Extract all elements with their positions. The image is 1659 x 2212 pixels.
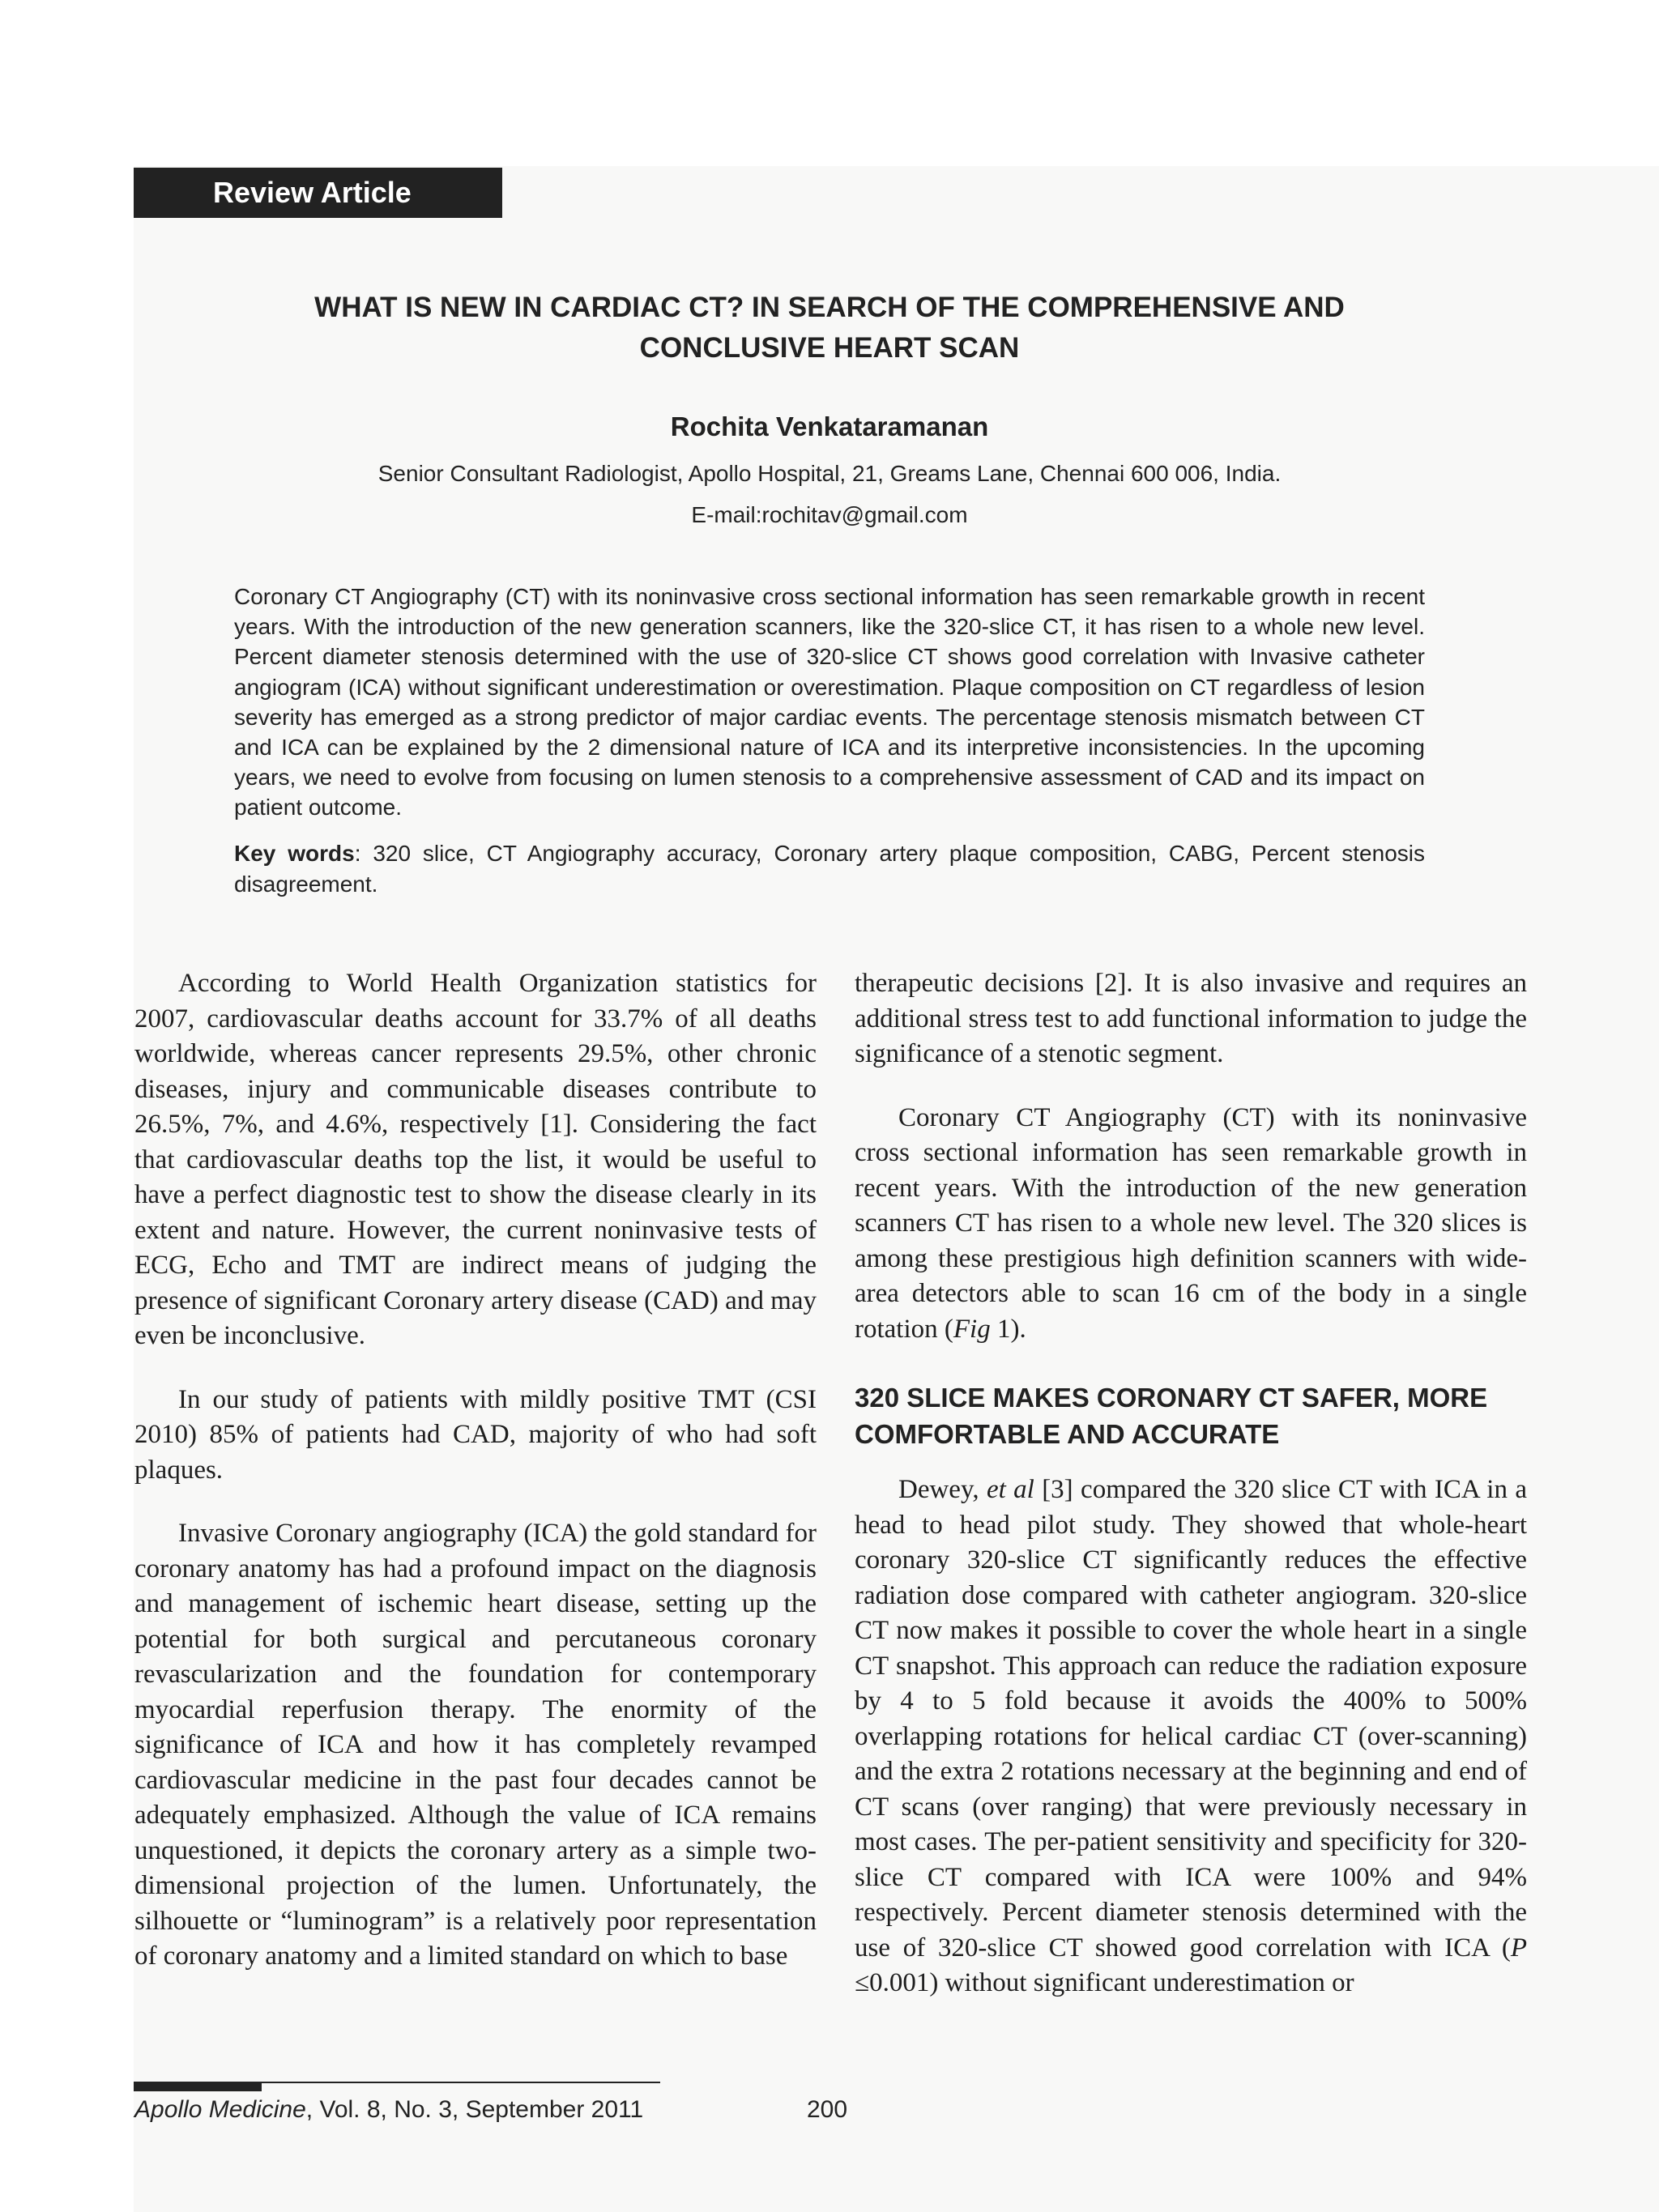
article-title [194,288,1465,369]
body-paragraph [855,1101,1527,1348]
paragraph-text: ≤0.001) without significant underestimation or [855,1968,1354,1997]
paragraph-text: Coronary CT Angiography (CT) with its noninvasive cross sectional information has seen remarkable growth in recent years. With the introduction of the new generation scanners CT has risen to a whole new level. The 320 slices is among these prestigious high definition scanners with wide-area detectors able to scan 16 cm of the body in a single rotation ( [855,1102,1527,1344]
body-paragraph [855,1473,1527,2001]
paragraph-text: Dewey, [898,1475,987,1504]
author-email: E-mail:rochitav@gmail.com [691,502,968,527]
section-heading: 320 SLICE MAKES CORONARY CT SAFER, MORE COMFORTABLE AND ACCURATE [855,1383,1488,1449]
figure-reference: Fig [953,1314,991,1344]
body-paragraph: According to World Health Organization statistics for 2007, cardiovascular deaths account for 33.7% of all deaths worldwide, whereas cancer represents 29.5%, other chronic diseases, injury and communicable diseases contribute to 26.5%, 7%, and 4.6%, respectively [1]. Considering the fact that cardiovascular deaths top the list, it would be useful to have a perfect diagnostic test to show the disease clearly in its extent and nature. However, the current noninvasive tests of ECG, Echo and TMT are indirect means of judging the presence of significant Coronary artery disease (CAD) and may even be inconclusive. [134,969,817,1350]
citation-etal: et al [986,1475,1034,1504]
journal-volume: , Vol. 8, No. 3, September 2011 [305,2096,644,2123]
keywords [234,838,1425,899]
title-line-2: CONCLUSIVE HEART SCAN [639,332,1020,364]
footer-accent-bar [134,2082,262,2091]
author-name: Rochita Venkataramanan [670,411,989,441]
body-paragraph: In our study of patients with mildly positive TMT (CSI 2010) 85% of patients had CAD, majority of who had soft plaques. [134,1384,817,1485]
paragraph-text: 1). [990,1314,1026,1344]
keywords-list: : 320 slice, CT Angiography accuracy, Coronary artery plaque composition, CABG, Percent stenosis disagreement. [234,841,1425,897]
title-line-1: WHAT IS NEW IN CARDIAC CT? IN SEARCH OF THE COMPREHENSIVE AND [314,292,1345,323]
abstract: Coronary CT Angiography (CT) with its noninvasive cross sectional information has seen remarkable growth in recent years. With the introduction of the new generation scanners, like the 320-slice CT, it has risen to a whole new level. Percent diameter stenosis determined with the use of 320-slice CT shows good correlation with Invasive catheter angiogram (ICA) without significant underestimation or overestimation. Plaque composition on CT regardless of lesion severity has emerged as a strong predictor of major cardiac events. The percentage stenosis mismatch between CT and ICA can be explained by the 2 dimensional nature of ICA and its interpretive inconsistencies. In the upcoming years, we need to evolve from focusing on lumen stenosis to a comprehensive assessment of CAD and its impact on patient outcome. [234,584,1425,820]
keywords-label: Key words [234,841,355,866]
p-value-symbol: P [1510,1933,1527,1963]
paragraph-text: [3] compared the 320 slice CT with ICA in a head to head pilot study. They showed that whole-heart coronary 320-slice CT significantly reduces the effective radiation dose compared with catheter angiogram. 320-slice CT now makes it possible to cover the whole heart in a single CT snapshot. This approach can reduce the radiation exposure by 4 to 5 fold because it avoids the 400% to 500% overlapping rotations for helical cardiac CT (over-scanning) and the extra 2 rotations necessary at the beginning and end of CT scans (over ranging) that were previously necessary in most cases. The per-patient sensitivity and specificity for 320-slice CT compared with ICA were 100% and 94% respectively. Percent diameter stenosis determined with the use of 320-slice CT showed good correlation with ICA ( [855,1475,1527,1963]
body-column-right [855,966,1527,2001]
footer-journal [134,2096,643,2124]
journal-name: Apollo Medicine [134,2096,306,2123]
author-affiliation: Senior Consultant Radiologist, Apollo Hospital, 21, Greams Lane, Chennai 600 006, India. [377,461,1282,486]
body-paragraph: Invasive Coronary angiography (ICA) the gold standard for coronary anatomy has had a profound impact on the diagnosis and management of ischemic heart disease, setting up the potential for both surgical and percutaneous coronary revascularization and the foundation for contemporary myocardial reperfusion therapy. The enormity of the significance of ICA and how it has completely revamped cardiovascular medicine in the past four decades cannot be adequately emphasized. Although the value of ICA remains unquestioned, it depicts the coronary artery as a simple two-dimensional projection of the lumen. Unfortunately, the silhouette or “luminogram” is a relatively poor representation of coronary anatomy and a limited standard on which to base [134,1519,817,1971]
article-type-badge: Review Article [134,168,502,218]
body-paragraph: therapeutic decisions [2]. It is also invasive and requires an additional stress test to add functional information to judge the significance of a stenotic segment. [855,969,1527,1068]
body-column-left [134,966,817,1975]
page-number: 200 [807,2096,848,2123]
